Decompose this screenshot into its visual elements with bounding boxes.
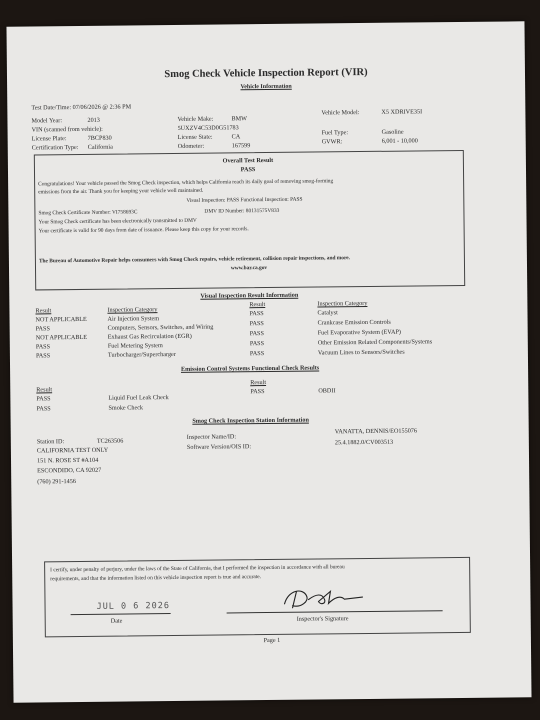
bar-website: www.bar.ca.gov: [230, 265, 268, 272]
inspector-value: VANATTA, DENNIS/EO155076: [334, 427, 418, 436]
station-address-2: ESCONDIDO, CA 92027: [37, 466, 102, 475]
fuel-type-value: Gasoline: [381, 128, 404, 136]
report-title: Smog Check Vehicle Inspection Report (VIR): [164, 66, 368, 81]
visual-left-category: Air Injection System: [107, 315, 160, 323]
visual-right-result: PASS: [249, 330, 264, 338]
congrats-line-2: emissions from the air. Thank you for keeping your vehicle well maintained.: [38, 187, 204, 196]
vehicle-info-heading: Vehicle Information: [240, 83, 292, 91]
visual-left-result: PASS: [35, 325, 50, 333]
software-label: Software Version/OIS ID:: [186, 443, 252, 451]
visual-left-category: Computers, Sensors, Switches, and Wiring: [107, 323, 214, 332]
model-year-value: 2013: [87, 116, 100, 124]
functional-left-category: Smoke Check: [108, 404, 144, 412]
vin-label: VIN (scanned from vehicle):: [31, 125, 103, 134]
visual-right-result: PASS: [249, 340, 265, 348]
station-phone: (760) 291-1456: [37, 478, 76, 486]
visual-right-category: Fuel Evaporative System (EVAP): [317, 328, 401, 337]
bar-line-1: The Bureau of Automotive Repair helps consumers with Smog Check repairs, vehicle retirement, collision repair inspections, and more.: [38, 255, 351, 265]
dmv-id-number: DMV ID Number: 80131575V833: [204, 207, 280, 215]
stamped-date: JUL 0 6 2026: [96, 601, 171, 612]
functional-right-result: PASS: [250, 388, 265, 396]
cert-type-value: California: [87, 143, 113, 151]
visual-left-result: NOT APPLICABLE: [35, 315, 87, 324]
signature-label: Inspector's Signature: [296, 615, 349, 623]
visual-right-result: PASS: [249, 310, 264, 318]
visual-left-category: Fuel Metering System: [107, 342, 163, 350]
license-state-label: License State:: [177, 133, 213, 141]
visual-right-category: Other Emission Related Components/Systems: [317, 338, 433, 347]
inspector-label: Inspector Name/ID:: [186, 433, 237, 441]
visual-left-result: PASS: [35, 343, 51, 351]
station-id-value: TC263506: [96, 437, 124, 445]
functional-left-result: PASS: [36, 405, 51, 413]
visual-right-result: PASS: [249, 350, 265, 358]
visual-inspection-heading: Visual Inspection Result Information: [200, 291, 299, 300]
functional-result-col-left: Result: [36, 386, 53, 394]
valid-line: Your certificate is valid for 90 days from date of issuance. Please keep this copy for your records.: [38, 226, 249, 235]
certify-text-1: I certify, under penalty of perjury, under the laws of the State of California, that I performed the inspection in accordance with all bureau: [50, 564, 345, 574]
station-id-label: Station ID:: [36, 438, 65, 446]
software-value: 25.4.1882.0/CV003513: [334, 438, 394, 447]
visual-right-category: Vacuum Lines to Sensors/Switches: [317, 348, 405, 357]
functional-left-category: Liquid Fuel Leak Check: [108, 394, 169, 402]
functional-check-heading: Emission Control Systems Functional Check Results: [180, 364, 320, 373]
odometer-value: 167599: [231, 142, 251, 150]
overall-result-heading: Overall Test Result: [222, 156, 274, 165]
station-info-heading: Smog Check Inspection Station Information: [192, 416, 309, 425]
make-value: BMW: [231, 115, 247, 123]
visual-result-col-right: Result: [249, 301, 266, 309]
overall-result-value: PASS: [240, 166, 256, 174]
odometer-label: Odometer:: [177, 142, 205, 150]
gvwr-value: 6,001 - 10,000: [381, 137, 418, 145]
license-plate-label: License Plate:: [31, 135, 67, 143]
make-label: Vehicle Make:: [177, 115, 214, 123]
visual-left-category: Exhaust Gas Recirculation (EGR): [107, 332, 192, 341]
license-state-value: CA: [231, 133, 241, 141]
model-value: X5 XDRIVE35I: [381, 108, 423, 116]
license-plate-value: 7BCP830: [87, 134, 112, 142]
inspector-signature: [278, 583, 378, 612]
date-label: Date: [110, 617, 123, 625]
transmitted-line: Your Smog Check certificate has been electronically transmitted to DMV: [38, 217, 197, 226]
functional-result-col-right: Result: [250, 379, 267, 387]
vin-value: 5UXZV4C53D0G51783: [177, 124, 239, 132]
visual-functional-line: Visual Inspection: PASS Functional Inspection: PASS: [186, 196, 303, 204]
fuel-type-label: Fuel Type:: [321, 129, 349, 137]
visual-result-col-left: Result: [35, 307, 52, 315]
visual-category-col-right: Inspection Category: [317, 299, 368, 308]
visual-left-category: Turbocharger/Supercharger: [107, 350, 176, 359]
certificate-number: Smog Check Certificate Number: VI758693C: [38, 209, 138, 217]
functional-left-result: PASS: [36, 395, 51, 403]
station-address-1: 151 N. ROSE ST #A104: [36, 456, 99, 465]
gvwr-label: GVWR:: [321, 138, 343, 146]
visual-category-col-left: Inspection Category: [107, 306, 158, 314]
inspection-report-sheet: [6, 21, 531, 702]
visual-left-result: PASS: [35, 352, 51, 360]
visual-right-category: Catalyst: [317, 309, 338, 317]
cert-type-label: Certification Type:: [31, 143, 79, 152]
visual-right-result: PASS: [249, 320, 264, 328]
test-datetime: Test Date/Time: 07/06/2026 @ 2:36 PM: [31, 103, 132, 112]
model-label: Vehicle Model:: [321, 109, 360, 117]
visual-left-result: NOT APPLICABLE: [35, 333, 88, 342]
functional-right-category: OBDII: [318, 387, 336, 395]
station-name: CALIFORNIA TEST ONLY: [36, 446, 109, 455]
visual-right-category: Crankcase Emission Controls: [317, 318, 391, 327]
model-year-label: Model Year:: [31, 117, 63, 125]
congrats-line-1: Congratulations! Your vehicle passed the Smog Check inspection, which helps California reach its daily goal of removing smog-forming: [38, 178, 334, 188]
certify-text-2: requirements, and that the information listed on this vehicle inspection report is true and accurate.: [50, 574, 262, 583]
page-number: Page 1: [263, 636, 281, 645]
